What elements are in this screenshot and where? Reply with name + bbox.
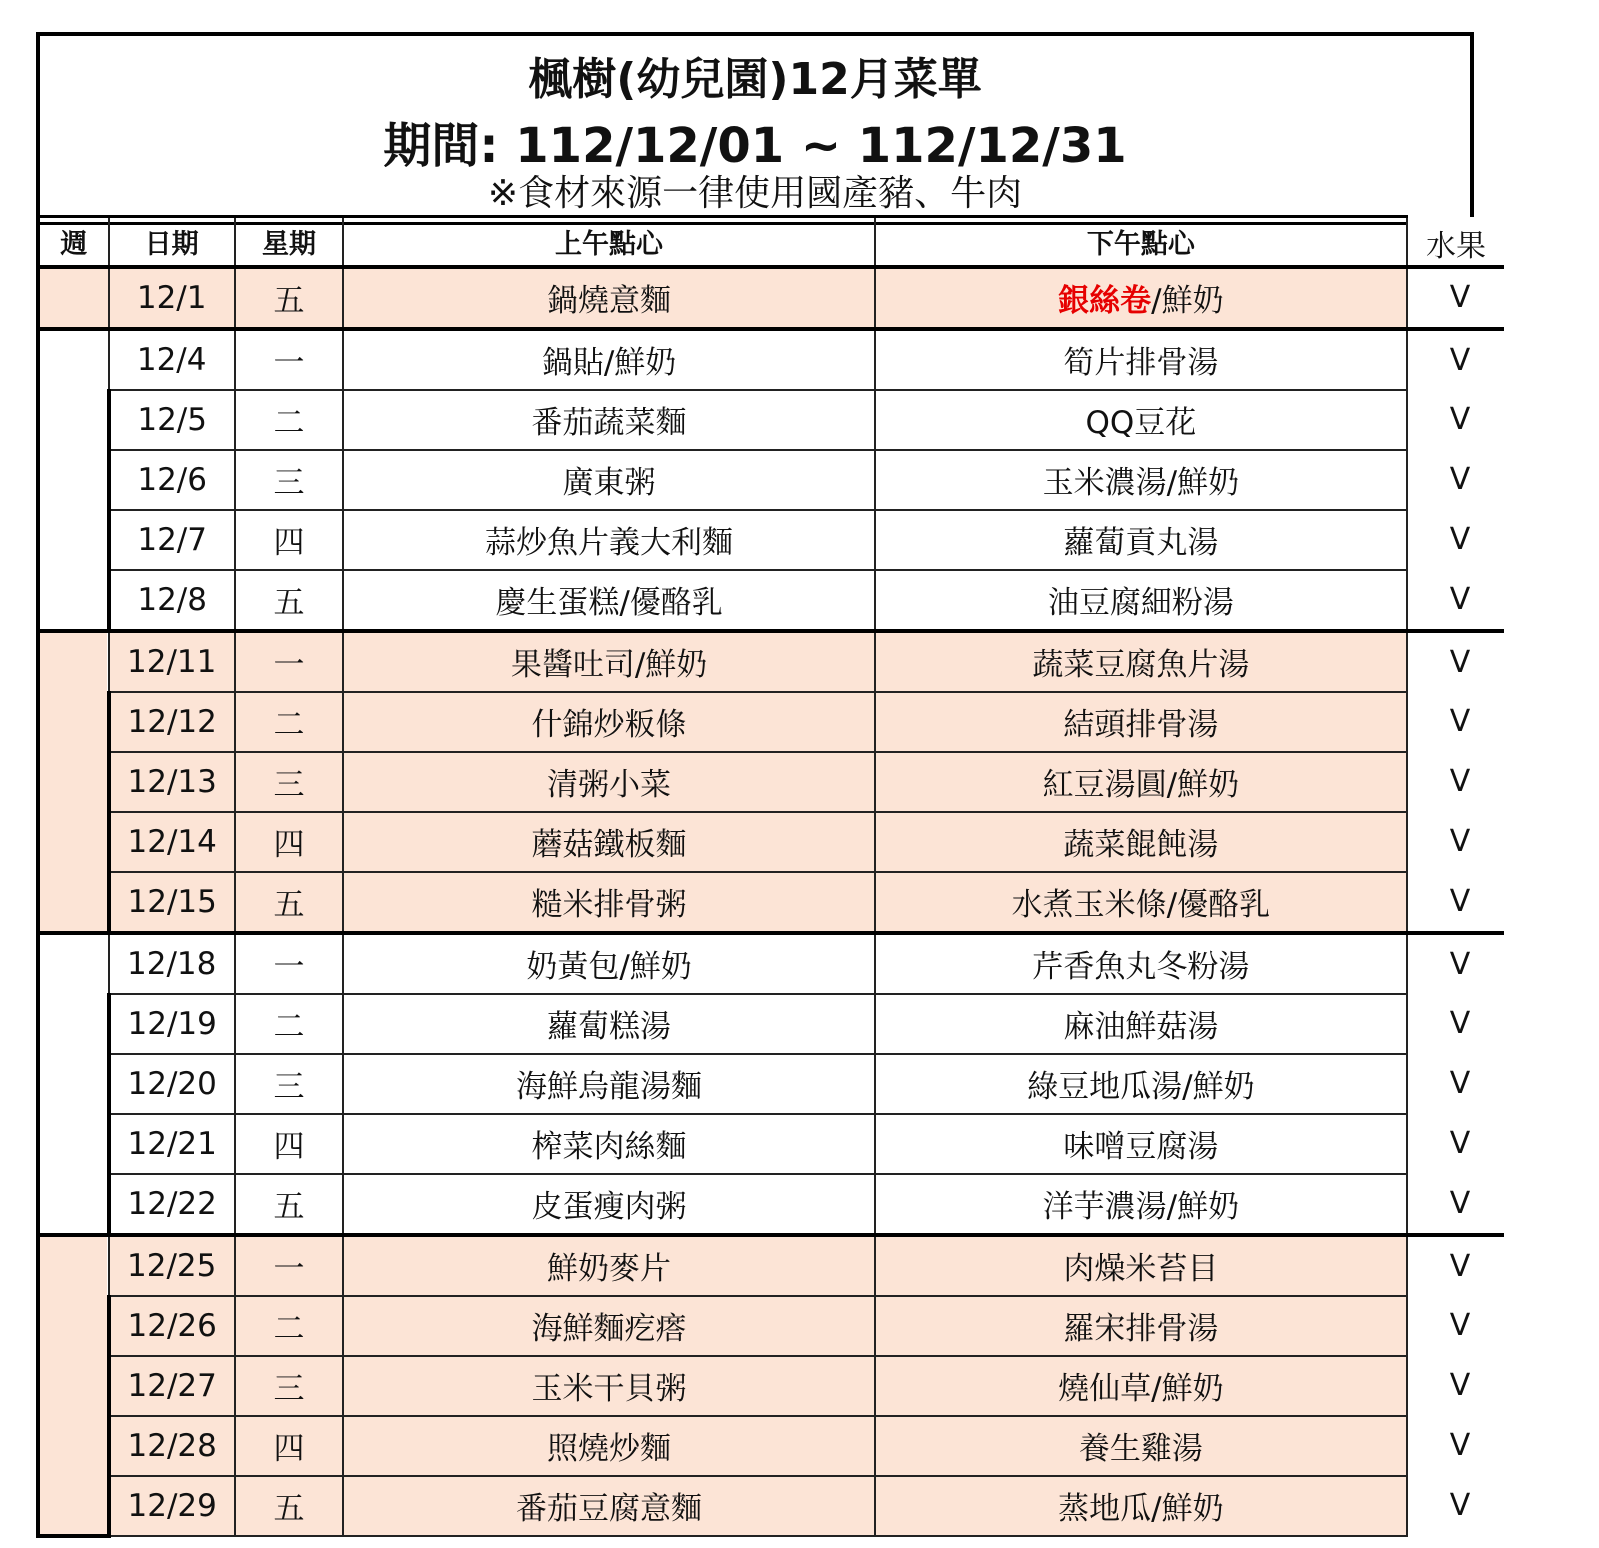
table-row bbox=[38, 1296, 1504, 1356]
morning-cell: 糙米排骨粥 bbox=[343, 872, 874, 933]
table-row bbox=[38, 994, 1504, 1054]
fruit-cell: V bbox=[1407, 1356, 1504, 1416]
afternoon-cell bbox=[875, 267, 1407, 329]
morning-cell: 蒜炒魚片義大利麵 bbox=[343, 510, 874, 570]
morning-cell: 皮蛋瘦肉粥 bbox=[343, 1174, 874, 1235]
fruit-cell: V bbox=[1407, 994, 1504, 1054]
menu-title: 楓樹(幼兒園)12月菜單 bbox=[528, 54, 982, 105]
table-row bbox=[38, 329, 1504, 390]
table-row bbox=[38, 692, 1504, 752]
morning-cell: 鍋貼/鮮奶 bbox=[343, 329, 874, 390]
afternoon-cell: 肉燥米苔目 bbox=[875, 1235, 1407, 1296]
fruit-cell: V bbox=[1407, 933, 1504, 994]
morning-cell: 什錦炒粄條 bbox=[343, 692, 874, 752]
title-block bbox=[36, 32, 1474, 225]
date-cell: 12/29 bbox=[109, 1476, 235, 1536]
table-row bbox=[38, 1416, 1504, 1476]
morning-cell: 鮮奶麥片 bbox=[343, 1235, 874, 1296]
morning-cell: 番茄蔬菜麵 bbox=[343, 390, 874, 450]
weekday-cell: 五 bbox=[235, 267, 344, 329]
morning-cell: 玉米干貝粥 bbox=[343, 1356, 874, 1416]
table-row bbox=[38, 510, 1504, 570]
afternoon-cell: 筍片排骨湯 bbox=[875, 329, 1407, 390]
col-weekday-header: 星期 bbox=[235, 217, 344, 267]
date-cell: 12/14 bbox=[109, 812, 235, 872]
table-row bbox=[38, 1235, 1504, 1296]
afternoon-cell: 蔬菜餛飩湯 bbox=[875, 812, 1407, 872]
weekday-cell: 三 bbox=[235, 1356, 344, 1416]
col-week-header: 週 bbox=[38, 217, 109, 267]
afternoon-cell: 洋芋濃湯/鮮奶 bbox=[875, 1174, 1407, 1235]
date-cell: 12/22 bbox=[109, 1174, 235, 1235]
fruit-cell: V bbox=[1407, 1235, 1504, 1296]
fruit-cell: V bbox=[1407, 450, 1504, 510]
afternoon-cell: 玉米濃湯/鮮奶 bbox=[875, 450, 1407, 510]
date-cell: 12/15 bbox=[109, 872, 235, 933]
week-cell bbox=[38, 329, 109, 631]
menu-period: 期間: 112/12/01 ~ 112/12/31 bbox=[383, 118, 1127, 174]
table-row bbox=[38, 390, 1504, 450]
col-morning-header: 上午點心 bbox=[343, 217, 874, 267]
col-fruit-header: 水果 bbox=[1407, 217, 1504, 267]
week-cell bbox=[38, 1235, 109, 1536]
date-cell: 12/13 bbox=[109, 752, 235, 812]
table-row bbox=[38, 872, 1504, 933]
afternoon-cell: 羅宋排骨湯 bbox=[875, 1296, 1407, 1356]
date-cell: 12/12 bbox=[109, 692, 235, 752]
fruit-cell: V bbox=[1407, 267, 1504, 329]
morning-cell: 海鮮麵疙瘩 bbox=[343, 1296, 874, 1356]
weekday-cell: 一 bbox=[235, 1235, 344, 1296]
fruit-cell: V bbox=[1407, 1054, 1504, 1114]
table-row bbox=[38, 570, 1504, 631]
table-row bbox=[38, 267, 1504, 329]
weekday-cell: 四 bbox=[235, 812, 344, 872]
date-cell: 12/26 bbox=[109, 1296, 235, 1356]
morning-cell: 清粥小菜 bbox=[343, 752, 874, 812]
week-cell bbox=[38, 631, 109, 933]
date-cell: 12/6 bbox=[109, 450, 235, 510]
date-cell: 12/11 bbox=[109, 631, 235, 692]
afternoon-cell: 燒仙草/鮮奶 bbox=[875, 1356, 1407, 1416]
weekday-cell: 四 bbox=[235, 1114, 344, 1174]
weekday-cell: 一 bbox=[235, 933, 344, 994]
table-row bbox=[38, 1114, 1504, 1174]
table-row bbox=[38, 631, 1504, 692]
week-cell bbox=[38, 933, 109, 1235]
weekday-cell: 四 bbox=[235, 510, 344, 570]
date-cell: 12/5 bbox=[109, 390, 235, 450]
date-cell: 12/8 bbox=[109, 570, 235, 631]
table-row bbox=[38, 1174, 1504, 1235]
afternoon-cell: 蘿蔔貢丸湯 bbox=[875, 510, 1407, 570]
table-row bbox=[38, 812, 1504, 872]
table-row bbox=[38, 752, 1504, 812]
weekday-cell: 一 bbox=[235, 329, 344, 390]
afternoon-cell: 結頭排骨湯 bbox=[875, 692, 1407, 752]
date-cell: 12/18 bbox=[109, 933, 235, 994]
afternoon-cell: 養生雞湯 bbox=[875, 1416, 1407, 1476]
fruit-cell: V bbox=[1407, 631, 1504, 692]
afternoon-text: /鮮奶 bbox=[1151, 283, 1224, 319]
fruit-cell: V bbox=[1407, 570, 1504, 631]
afternoon-highlight: 銀絲卷 bbox=[1058, 283, 1152, 319]
date-cell: 12/7 bbox=[109, 510, 235, 570]
morning-cell: 果醬吐司/鮮奶 bbox=[343, 631, 874, 692]
weekday-cell: 五 bbox=[235, 570, 344, 631]
menu-table bbox=[36, 215, 1504, 1538]
table-row bbox=[38, 933, 1504, 994]
morning-cell: 蘿蔔糕湯 bbox=[343, 994, 874, 1054]
fruit-cell: V bbox=[1407, 510, 1504, 570]
table-row bbox=[38, 1476, 1504, 1536]
afternoon-cell: 蔬菜豆腐魚片湯 bbox=[875, 631, 1407, 692]
morning-cell: 番茄豆腐意麵 bbox=[343, 1476, 874, 1536]
col-afternoon-header: 下午點心 bbox=[875, 217, 1407, 267]
weekday-cell: 二 bbox=[235, 994, 344, 1054]
afternoon-cell: 綠豆地瓜湯/鮮奶 bbox=[875, 1054, 1407, 1114]
date-cell: 12/21 bbox=[109, 1114, 235, 1174]
weekday-cell: 三 bbox=[235, 1054, 344, 1114]
weekday-cell: 五 bbox=[235, 1476, 344, 1536]
morning-cell: 榨菜肉絲麵 bbox=[343, 1114, 874, 1174]
afternoon-cell: 麻油鮮菇湯 bbox=[875, 994, 1407, 1054]
fruit-cell: V bbox=[1407, 1476, 1504, 1536]
menu-note: ※食材來源一律使用國產豬、牛肉 bbox=[487, 173, 1023, 214]
afternoon-cell: 水煮玉米條/優酪乳 bbox=[875, 872, 1407, 933]
afternoon-cell: 芹香魚丸冬粉湯 bbox=[875, 933, 1407, 994]
date-cell: 12/27 bbox=[109, 1356, 235, 1416]
morning-cell: 慶生蛋糕/優酪乳 bbox=[343, 570, 874, 631]
fruit-cell: V bbox=[1407, 329, 1504, 390]
fruit-cell: V bbox=[1407, 812, 1504, 872]
date-cell: 12/20 bbox=[109, 1054, 235, 1114]
weekday-cell: 五 bbox=[235, 1174, 344, 1235]
weekday-cell: 三 bbox=[235, 450, 344, 510]
morning-cell: 海鮮烏龍湯麵 bbox=[343, 1054, 874, 1114]
weekday-cell: 一 bbox=[235, 631, 344, 692]
date-cell: 12/28 bbox=[109, 1416, 235, 1476]
header-row bbox=[38, 217, 1504, 267]
table-row bbox=[38, 1054, 1504, 1114]
afternoon-cell: 味噌豆腐湯 bbox=[875, 1114, 1407, 1174]
fruit-cell: V bbox=[1407, 1296, 1504, 1356]
morning-cell: 鍋燒意麵 bbox=[343, 267, 874, 329]
afternoon-cell: 油豆腐細粉湯 bbox=[875, 570, 1407, 631]
weekday-cell: 二 bbox=[235, 390, 344, 450]
fruit-cell: V bbox=[1407, 692, 1504, 752]
morning-cell: 照燒炒麵 bbox=[343, 1416, 874, 1476]
table-row bbox=[38, 450, 1504, 510]
morning-cell: 奶黃包/鮮奶 bbox=[343, 933, 874, 994]
fruit-cell: V bbox=[1407, 1416, 1504, 1476]
col-date-header: 日期 bbox=[109, 217, 235, 267]
fruit-cell: V bbox=[1407, 752, 1504, 812]
weekday-cell: 五 bbox=[235, 872, 344, 933]
fruit-cell: V bbox=[1407, 1174, 1504, 1235]
fruit-cell: V bbox=[1407, 872, 1504, 933]
menu-sheet bbox=[36, 32, 1504, 1548]
date-cell: 12/4 bbox=[109, 329, 235, 390]
weekday-cell: 二 bbox=[235, 1296, 344, 1356]
morning-cell: 蘑菇鐵板麵 bbox=[343, 812, 874, 872]
weekday-cell: 三 bbox=[235, 752, 344, 812]
weekday-cell: 二 bbox=[235, 692, 344, 752]
week-cell bbox=[38, 267, 109, 329]
date-cell: 12/25 bbox=[109, 1235, 235, 1296]
morning-cell: 廣東粥 bbox=[343, 450, 874, 510]
fruit-cell: V bbox=[1407, 390, 1504, 450]
afternoon-cell: QQ豆花 bbox=[875, 390, 1407, 450]
afternoon-cell: 蒸地瓜/鮮奶 bbox=[875, 1476, 1407, 1536]
weekday-cell: 四 bbox=[235, 1416, 344, 1476]
table-row bbox=[38, 1356, 1504, 1416]
fruit-cell: V bbox=[1407, 1114, 1504, 1174]
date-cell: 12/19 bbox=[109, 994, 235, 1054]
date-cell: 12/1 bbox=[109, 267, 235, 329]
afternoon-cell: 紅豆湯圓/鮮奶 bbox=[875, 752, 1407, 812]
